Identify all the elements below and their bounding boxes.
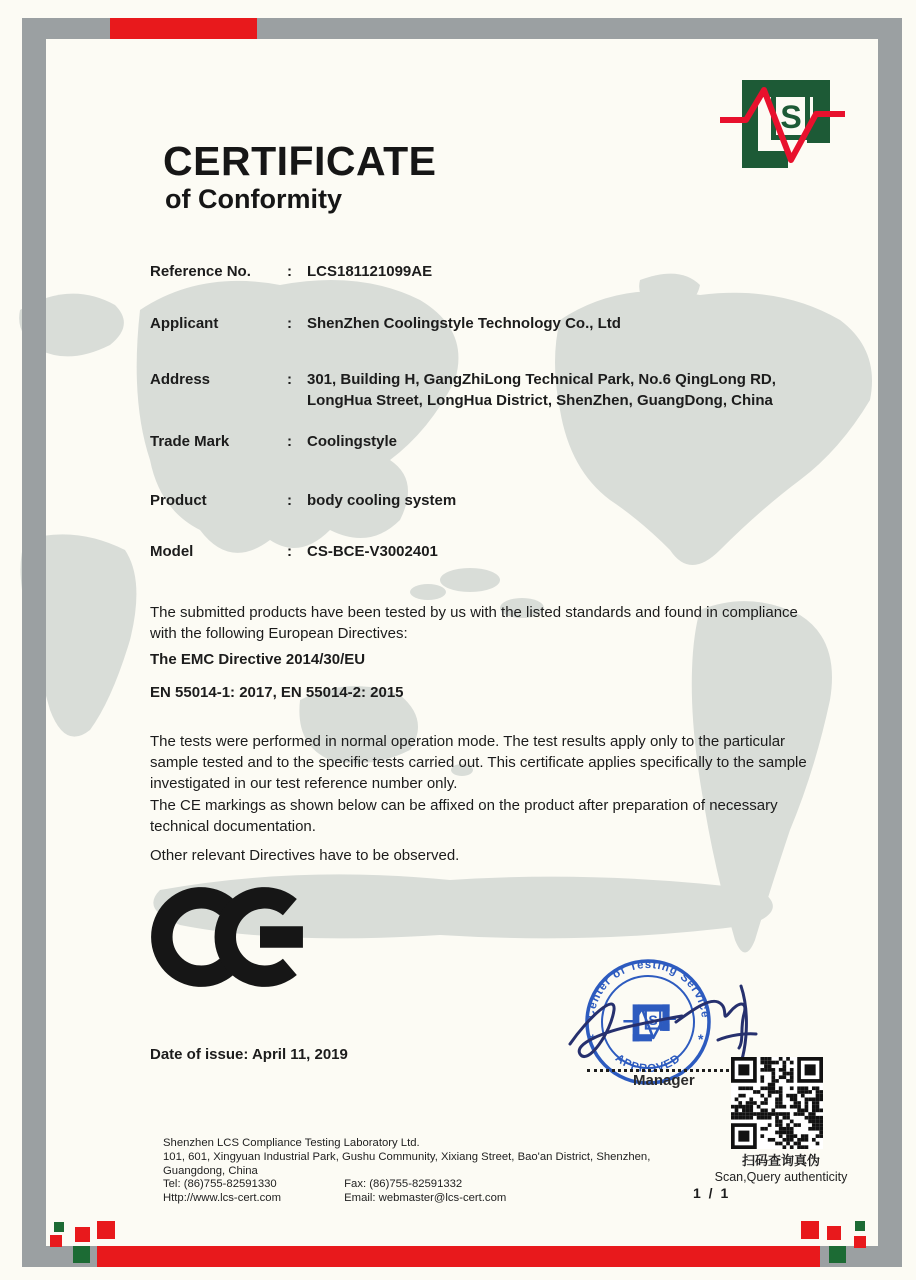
decor-square bbox=[54, 1222, 64, 1232]
field-colon: : bbox=[287, 433, 292, 450]
footer-web: Http://www.lcs-cert.com bbox=[163, 1192, 282, 1205]
decor-square bbox=[829, 1246, 846, 1263]
field-label: Address bbox=[150, 371, 211, 388]
decor-square bbox=[75, 1227, 90, 1242]
frame-left bbox=[22, 18, 46, 1267]
qr-caption bbox=[695, 1150, 867, 1184]
field-colon: : bbox=[287, 371, 292, 388]
page-subtitle: of Conformity bbox=[165, 184, 342, 214]
field-label: Product bbox=[150, 492, 207, 509]
footer-address-line2: Guangdong, China bbox=[163, 1164, 258, 1177]
field-value: CS-BCE-V3002401 bbox=[307, 543, 438, 560]
field-colon: : bbox=[287, 263, 292, 280]
stamp-arc-top-text: Center of Testing Service bbox=[584, 958, 711, 1020]
field-label: Trade Mark bbox=[150, 433, 230, 450]
stamp-arc-bottom-text: APPROVED bbox=[612, 1052, 684, 1076]
qr-code bbox=[731, 1057, 823, 1149]
qr-caption-english: Scan,Query authenticity bbox=[714, 1170, 848, 1184]
field-value: body cooling system bbox=[307, 492, 457, 509]
lcs-logo-icon bbox=[700, 60, 860, 175]
stamp-star-right: * bbox=[698, 1031, 704, 1047]
field-applicant bbox=[150, 314, 780, 335]
decor-square bbox=[50, 1235, 62, 1247]
decor-square bbox=[855, 1221, 865, 1231]
ce-mark-icon bbox=[148, 884, 316, 990]
field-label: Applicant bbox=[150, 315, 219, 332]
frame-right bbox=[878, 18, 902, 1267]
field-model bbox=[150, 542, 780, 563]
frame-bottom-red-segment bbox=[97, 1246, 820, 1267]
field-value: 301, Building H, GangZhiLong Technical Park, No.6 QingLong RD, LongHua Street, LongHua District, ShenZhen, GuangDong, China bbox=[307, 371, 776, 409]
paragraph-ce-markings: The CE markings as shown below can be affixed on the product after preparation of necessary technical documentation. bbox=[150, 797, 778, 835]
decor-square bbox=[97, 1221, 115, 1239]
paragraph-directive: The EMC Directive 2014/30/EU bbox=[150, 651, 366, 668]
field-colon: : bbox=[287, 543, 292, 560]
page-number: 1 / 1 bbox=[693, 1185, 731, 1201]
footer-address-line1: 101, 601, Xingyuan Industrial Park, Gushu Community, Xixiang Street, Bao'an District, Shenzhen, bbox=[163, 1150, 651, 1163]
logo-letter: S bbox=[780, 99, 802, 135]
field-trade-mark bbox=[150, 432, 780, 453]
date-of-issue: Date of issue: April 11, 2019 bbox=[150, 1046, 348, 1063]
svg-text:S: S bbox=[648, 1012, 658, 1028]
qr-finder-top-left bbox=[731, 1057, 757, 1083]
decor-square bbox=[73, 1246, 90, 1263]
page-title: CERTIFICATE bbox=[163, 138, 437, 184]
footer-tel: Tel: (86)755-82591330 bbox=[163, 1178, 277, 1191]
footer bbox=[163, 1137, 650, 1206]
paragraph-intro: The submitted products have been tested by us with the listed standards and found in compliance with the following European Directives: bbox=[150, 604, 798, 642]
decor-square bbox=[854, 1236, 866, 1248]
field-label: Model bbox=[150, 543, 194, 560]
field-product bbox=[150, 491, 780, 512]
stamp-star-left: * bbox=[590, 1031, 596, 1047]
footer-fax: Fax: (86)755-82591332 bbox=[344, 1178, 463, 1191]
field-value: LCS181121099AE bbox=[307, 263, 433, 280]
paragraph-other-directives: Other relevant Directives have to be observed. bbox=[150, 847, 460, 864]
decor-square bbox=[801, 1221, 819, 1239]
field-colon: : bbox=[287, 492, 292, 509]
stamp-role-label: Manager bbox=[633, 1072, 695, 1089]
footer-company: Shenzhen LCS Compliance Testing Laboratory Ltd. bbox=[163, 1137, 420, 1149]
field-reference-no bbox=[150, 262, 780, 283]
paragraph-tests: The tests were performed in normal operation mode. The test results apply only to the particular sample tested and to the specific tests carried out. This certificate applies specifically to the sample investigated in our test reference number only. bbox=[150, 733, 807, 792]
field-address bbox=[150, 370, 780, 411]
qr-finder-top-right bbox=[797, 1057, 823, 1083]
field-label: Reference No. bbox=[150, 263, 251, 280]
field-value: Coolingstyle bbox=[307, 433, 398, 450]
field-value: ShenZhen Coolingstyle Technology Co., Ltd bbox=[307, 315, 621, 332]
qr-caption-chinese: 扫码查询真伪 bbox=[741, 1153, 820, 1168]
qr-finder-bottom-left bbox=[731, 1123, 757, 1149]
paragraph-standards: EN 55014-1: 2017, EN 55014-2: 2015 bbox=[150, 684, 404, 701]
decor-square bbox=[827, 1226, 841, 1240]
footer-email: Email: webmaster@lcs-cert.com bbox=[344, 1192, 507, 1205]
frame-top-red-segment bbox=[110, 18, 257, 39]
field-colon: : bbox=[287, 315, 292, 332]
